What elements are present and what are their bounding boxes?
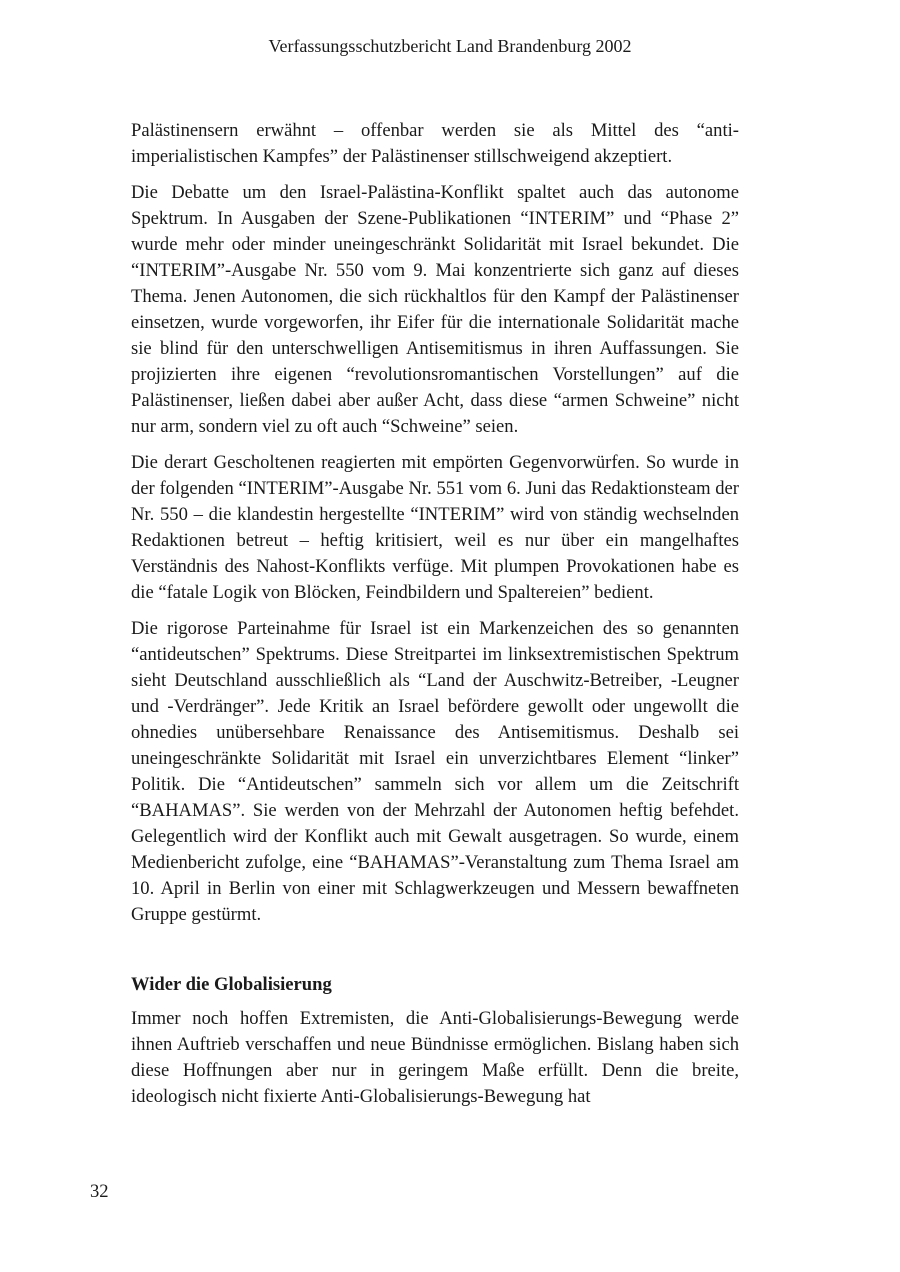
paragraph-2: Die Debatte um den Israel-Palästina-Konflikt spaltet auch das autonome Spektrum. In Ausgaben der Szene-Publikationen “INTERIM” und “Phase 2” wurde mehr oder minder uneingeschränkt Solidarität mit Israel bekundet. Die “INTERIM”-Ausgabe Nr. 550 vom 9. Mai konzentrierte sich ganz auf dieses Thema. Jenen Autonomen, die sich rückhaltlos für den Kampf der Palästinenser einsetzen, wurde vorgeworfen, ihr Eifer für die internationale Solidarität mache sie blind für den unterschwelligen Antisemitismus in ihren Auffassungen. Sie projizierten ihre eigenen “revolutionsromantischen Vorstellungen” auf die Palästinenser, ließen dabei aber außer Acht, dass diese “armen Schweine” nicht nur arm, sondern viel zu oft auch “Schweine” seien.: [131, 182, 739, 437]
paragraph-1: Palästinensern erwähnt – offenbar werden sie als Mittel des “antiimperialistischen Kampfes” der Palästinenser stillschweigend akzeptiert.: [131, 120, 739, 167]
running-header: Verfassungsschutzbericht Land Brandenburg 2002: [268, 36, 632, 56]
section-heading: Wider die Globalisierung: [131, 974, 332, 995]
main-text: [131, 118, 739, 1120]
paragraph-4: Die rigorose Parteinahme für Israel ist ein Markenzeichen des so genannten “antideutschen” Spektrums. Diese Streitpartei im linksextremistischen Spektrum sieht Deutschland ausschließlich als “Land der Auschwitz-Betreiber, -Leugner und -Verdränger”. Jede Kritik an Israel befördere gewollt oder ungewollt die ohnedies unübersehbare Renaissance des Antisemitismus. Deshalb sei uneingeschränkte Solidarität mit Israel ein unverzichtbares Element “linker” Politik. Die “Antideutschen” sammeln sich vor allem um die Zeitschrift “BAHAMAS”. Sie werden von der Mehrzahl der Autonomen heftig befehdet. Gelegentlich wird der Konflikt auch mit Gewalt ausgetragen. So wurde, einem Medienbericht zufolge, eine “BAHAMAS”-Veranstaltung zum Thema Israel am 10. April in Berlin von einer mit Schlagwerkzeugen und Messern bewaffneten Gruppe gestürmt.: [131, 618, 739, 925]
section-paragraph: Immer noch hoffen Extremisten, die Anti-Globalisierungs-Bewegung werde ihnen Auftrieb verschaffen und neue Bündnisse ermöglichen. Bislang haben sich diese Hoffnungen aber nur in geringem Maße erfüllt. Denn die breite, ideologisch nicht fixierte Anti-Globalisierungs-Bewegung hat: [131, 1008, 739, 1107]
page-number: 32: [90, 1181, 109, 1202]
paragraph-3: Die derart Gescholtenen reagierten mit empörten Gegenvorwürfen. So wurde in der folgenden “INTERIM”-Ausgabe Nr. 551 vom 6. Juni das Redaktionsteam der Nr. 550 – die klandestin hergestellte “INTERIM” wird von ständig wechselnden Redaktionen betreut – heftig kritisiert, weil es nur über ein mangelhaftes Verständnis des Nahost-Konflikts verfüge. Mit plumpen Provokationen habe es die “fatale Logik von Blöcken, Feindbildern und Spaltereien” bedient.: [131, 452, 739, 603]
